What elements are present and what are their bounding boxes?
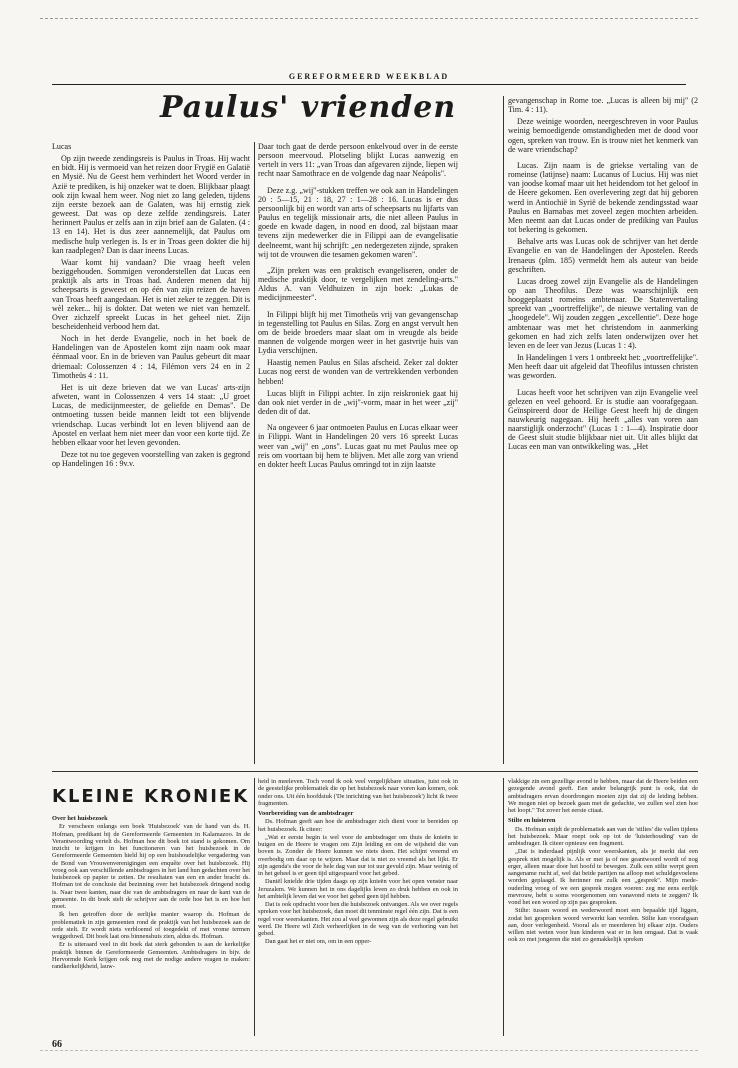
header-rule (52, 84, 686, 85)
paragraph: gevangenschap in Rome toe. „Lucas is alleen bij mij" (2 Tim. 4 : 11). (508, 96, 698, 115)
paragraph: „Wat er eerste begin is wel voor de ambtsdrager om thuis de knieën te buigen en de Heere te vragen om Zijn leiding en om de wijsheid die van boven is. Zonder de Heere kunnen we niets doen. Het schijnt vreemd en overbodig om daar op te wijzen. Maar dat is niet zo vreemd als het lijkt. Er zijn agenda's die voor de hele dag van uur tot uur gevuld zijn. Maar weinig of in het geheel is er geen tijd uitgespaard voor het gebed. (258, 833, 458, 877)
column-divider (254, 778, 255, 1036)
paragraph: Lucas. Zijn naam is de griekse vertaling van de romeinse (latijnse) naam: Lucanus of Lucius. Hij was niet van joodse komaf maar uit het heidendom tot het geloof in de Heere gekomen. Een overlevering zegt dat hij geboren werd in Antiochië in Syrië de bekende zendingsstad waar Paulus en Barnabas met zoveel zegen mochten arbeiden. Men neemt aan dat Lucas onder de prediking van Paulus tot bekering is gekomen. (508, 160, 698, 235)
paragraph: Lucas heeft voor het schrijven van zijn Evangelie veel gelezen en veel gehoord. Er is studie aan voorafgegaan. Geïnspireerd door de Heilige Geest heeft hij de dingen nauwkeurig nagegaan. Hij heeft „alles van voren aan naarstiglijk onderzocht" (Lucas 1 : 1—4). Inspiratie door de Geest sluit studie blijkbaar niet uit. Uit alles blijkt dat Lucas een man van ontwikkeling was. „Het (508, 387, 698, 452)
kroniek-title: KLEINE KRONIEK (52, 786, 250, 807)
article-column-2 (258, 142, 458, 764)
paragraph: Deze tot nu toe gegeven voorstelling van zaken is gegrond op Handelingen 16 : 9v.v. (52, 450, 250, 469)
paragraph: Dan gaat het er niet om, om in een opper- (265, 938, 372, 946)
running-header: GEREFORMEERD WEEKBLAD (288, 72, 450, 81)
paragraph: Het is uit deze brieven dat we van Lucas' arts-zijn afweten, want in Colossenzen 4 vers 14 staat: „U groet Lucas, de medicijnmeester, de geliefde en Demas". De ontmoeting tussen beide mannen leidt tot een blijvende vriendschap. Lucas verbindt lot en leven blijvend aan de Apostel en verlaat hem niet meer dan voor een korte tijd. Ze hebben elkaar voor het leven gevonden. (52, 382, 250, 447)
paragraph: In Filippi blijft hij met Timotheüs vrij van gevangenschap in tegenstelling tot Paulus en Silas. Zorg en angst vervult hen om de beide broeders maar slaat om in vreugde als beide mannen de volgende morgen weer in het gastvrije huis van Lydia verschijnen. (258, 309, 458, 356)
kroniek-column-3 (508, 778, 698, 1036)
column-divider (503, 778, 504, 1036)
column-divider (503, 96, 504, 764)
paragraph: Ds. Hofman geeft aan hoe de ambtsdrager zich dient voor te bereiden op het huisbezoek. Ik citeer: (258, 818, 458, 833)
paragraph: Waar komt hij vandaan? Die vraag heeft velen beziggehouden. Sommigen veronderstellen dat Lucas een praktijk als arts in Troas had. Anderen menen dat hij scheepsarts is geweest en op één van zijn reizen de haven van Troas heeft aangedaan. Het is niet zeker te zeggen. Dit is wèl zeker... hij is dokter. Dat weten we niet van hemzelf. Over zichzelf spreekt Lucas in het geheel niet. Zijn bescheidenheid verbood hem dat. (52, 257, 250, 331)
paragraph: Lucas blijft in Filippi achter. In zijn reiskroniek gaat hij dan ook niet verder in de „wij"-vorm, maar in het weer „zij" deden dit of dat. (258, 388, 458, 417)
top-edge-rule (40, 18, 698, 19)
paragraph: Lucas droeg zowel zijn Evangelie als de Handelingen op aan Theofilus. Deze was waarschijnlijk een hooggeplaatst romeins ambtenaar. De Statenvertaling spreekt van „voortreffelijke", de nieuwe vertaling van de „hoogedele". Wij zouden zeggen „excellentie". Deze hoge ambtenaar was met het christendom in aanmerking gekomen en had zich zelfs laten onderwijzen over het leven en de leer van Jezus (Lucas 1 : 4). (508, 276, 698, 350)
paragraph: Stilte: tussen woord en wederwoord moet een bepaalde tijd liggen, zodat het gesproken woord verwerkt kan worden. Stilte kan voorafgaan aan, door verlegenheid. Vooral als er meerderen bij elkaar zijn. Ouders willen niet weten voor hun kinderen wat er in hen omgaat. Dat is vaak ook zo met jongeren die niet zo gemakkelijk spreken (508, 907, 698, 944)
paragraph: Haastig nemen Paulus en Silas afscheid. Zeker zal dokter Lucas nog eerst de wonden van de vertrekkenden verbonden hebben! (258, 358, 458, 386)
kroniek-column-1 (52, 812, 250, 1034)
section-divider (52, 771, 698, 772)
subheading: Over het huisbezoek (52, 815, 108, 822)
paragraph: Daniël knielde drie tijden daags op zijn knieën voor het open venster naar Jeruzalem. We kunnen het in ons dagelijks leven zo druk hebben en ook in het ambtelijk leven dat we voor het gebed geen tijd hebben. (258, 878, 458, 900)
paragraph: heid in meeleven. Toch vond ik ook veel vergelijkbare situaties, juist ook in de geestelijke problematiek die op het huisbezoek naar voren kan komen, ook onder ons. Uit één hoofdstuk ('De inrichting van het huisbezoek') licht ik twee fragmenten. (258, 778, 458, 807)
subheading: Stilte en luisteren (508, 817, 556, 825)
paragraph: Ik ben getroffen door de eerlijke manier waarop ds. Hofman de problematiek in zijn gemeenten rond de praktijk van het huisbezoek aan de orde stelt. Er wordt niets verbloemd of toegedekt of met vrome termen weggeduwd. Dit boek laat ons binnenshuis zien, aldus ds. Hofman. (52, 911, 250, 940)
paragraph: Noch in het derde Evangelie, noch in het boek de Handelingen van de Apostelen komt zijn naam ook maar éénmaal voor. En in de brieven van Paulus gebeurt dit maar driemaal: Colossenzen 4 : 14, Filémon vers 24 en in 2 Timotheüs 4 : 11. (52, 334, 250, 380)
paragraph: Er verscheen onlangs een boek 'Huisbezoek' van de hand van ds. H. Hofman, predikant bij de Gereformeerde Gemeenten in Kalamazoo. In de Verantwoording vertelt ds. Hofman hoe dit boek tot stand is gekomen. Om inzicht te krijgen in het functioneren van het huisbezoek in de Gereformeerde Gemeenten hield hij op een huishoudelijke vergadering van de Bond van Vrouwenverenigingen een enquête over het huisbezoek. Hij vroeg ook aan verschillende ambtsdragers in het land hun gedachten over het huisbezoek op papier te zetten. De resultaten van een en ander bracht ds. Hofman tot de conclusie dat bezinning over het huisbezoek dringend nodig is. Naar twee kanten, naar die van de ambtsdragers en naar de kant van de gemeente. In dit boek stelt de schrijver aan de orde hoe het is en hoe het moet. (52, 823, 250, 910)
paragraph: Deze weinige woorden, neergeschreven in voor Paulus weinig bemoedigende omstandigheden met de dood voor ogen, spreken van trouw. En is trouw niet het kenmerk van de ware vriendschap? (508, 117, 698, 154)
page-number: 66 (52, 1039, 62, 1050)
column-divider (254, 142, 255, 764)
article-column-1 (52, 142, 250, 764)
subheading: Voorbereiding van de ambtsdrager (258, 810, 354, 817)
paragraph: Deze z.g. „wij"-stukken treffen we ook aan in Handelingen 20 : 5—15, 21 : 18, 27 : 1—28 : 16. Lucas is er dus persoonlijk bij en wordt van arts of scheepsarts nu lijfarts van Paulus en tegelijk missionair arts, die niet alleen Paulus in goede en kwade dagen, in nood en dood, zal bijstaan maar tevens zijn medewerker die in Filippi aan de evangelisatie deelneemt, want hij schrijft: „en nedergezeten zijnde, spraken wij tot de vrouwen die tesamen gekomen waren". (258, 185, 458, 259)
paragraph: vlakkige zin een gezellige avond te hebben, maar dat de Heere beiden een gezegende avond geeft. Een ander belangrijk punt is ook, dat de ambtsdragers ervan doordrongen moeten zijn dat zij de leiding hebben. We mogen niet op bezoek gaan met de gedachte, we zullen wel zien hoe het loopt." Tot zover het eerste citaat. (508, 778, 698, 814)
paragraph: „Zijn preken was een praktisch evangeliseren, onder de medische praktijk door, te vergelijken met zendeling-arts." Aldus A. van Veldhuizen in zijn boek: „Lukas de medicijnmeester". (258, 265, 458, 303)
paragraph: Er is uiteraard veel in dit boek dat sterk gebonden is aan de kerkelijke praktijk binnen de Gereformeerde Gemeenten. Ambtsdragers in bijv. de Hervormde Kerk krijgen ook nog met de nodige andere vragen te maken: randkerkelijkheid, lauw- (52, 941, 250, 970)
paragraph: Ds. Hofman snijdt de problematiek aan van de 'stiltes' die vallen tijdens het huisbezoek. Maar roept ook op tot de 'luisterhouding' van de ambtsdrager. Ik citeer opnieuw een fragment. (508, 825, 698, 847)
article-column-3 (508, 96, 698, 764)
paragraph: Daar toch gaat de derde persoon enkelvoud over in de eerste persoon meervoud. Plotseling blijkt Lucas aanwezig en vertelt in vers 11: „van Troas dan afgevaren zijnde, liepen wij recht naar Samothrace en de volgende dag naar Neápolis". (258, 142, 458, 179)
article-title: Paulus' vrienden (160, 90, 457, 125)
paragraph: Op zijn tweede zendingsreis is Paulus in Troas. Hij wacht en bidt. Hij is vermoeid van het reizen door Frygië en Galatië en Mysië. Nu de Geest hem verhindert het Woord verder in Azië te prediken, is hij onzeker wat te doen. Blijkbaar plaagt ook zijn kwaal hem weer. Nog niet zo lang geleden, tijdens zijn eerste bezoek aan de Galaten, was hij ernstig ziek geweest. Dat was op deze zelfde zendingsreis. Later herinnert Paulus er zelfs aan in zijn brief aan de Galaten. (4 : 13 en 14). Het is dus zeer aannemelijk, dat Paulus om medische hulp verlegen is. Is er in Troas geen dokter die hij kan raadplegen? Dan is daar ineens Lucas. (52, 154, 250, 255)
paragraph: Behalve arts was Lucas ook de schrijver van het derde Evangelie en van de Handelingen der Apostelen. Reeds Irenaeus (plm. 185) vermeldt hem als auteur van beide geschriften. (508, 237, 698, 274)
section-heading-lucas: Lucas (52, 142, 72, 151)
paragraph: Na ongeveer 6 jaar ontmoeten Paulus en Lucas elkaar weer in Filippi. Want in Handelingen 20 vers 16 spreekt Lucas weer van „wij" en „ons". Lucas gaat nu met Paulus mee op reis om voortaan bij hem te blijven. Met alle zorg van vriend en dokter heeft Lucas Paulus omringd tot in zijn laatste (258, 423, 458, 469)
paragraph: In Handelingen 1 vers 1 ontbreekt het: „voortreffelijke". Men heeft daar uit afgeleid dat Theofilus intussen christen was geworden. (508, 353, 698, 381)
paragraph: „Dat is inderdaad pijnlijk voor weerskanten, als je merkt dat een gesprek niet mogelijk is. Als er met ja of nee geantwoord wordt of nog erger, alleen maar door het hoofd te bewegen. Zulk een stilte werpt geen aangename rucht af, wel dat beide partijen na afloop met schuldgevoelens worden geplaagd. Ik herinner me zulk een „gesprek". Mijn mede-ouderling vroeg of we een gesprek mogen voeren: zeg me eens eerlijk mevrouw, hebt u soms voorgenomen om vanavond niets te zeggen? Ik vond het een woord op zijn pas gesproken. (508, 848, 698, 906)
bottom-edge-rule (40, 1050, 698, 1051)
kroniek-column-2 (258, 778, 458, 1036)
paragraph: Dat is ook opdracht voor hen die huisbezoek ontvangen. Als we over regels spreken voor het huisbezoek, dan moet dit tenminste regel één zijn. Dat is een regel voor weerskanten. Het zou al veel gewonnen zijn als deze regel gebruikt werd. De Heere wil Zich verheerlijken in de weg van de verhoring van het gebed. (258, 901, 458, 937)
